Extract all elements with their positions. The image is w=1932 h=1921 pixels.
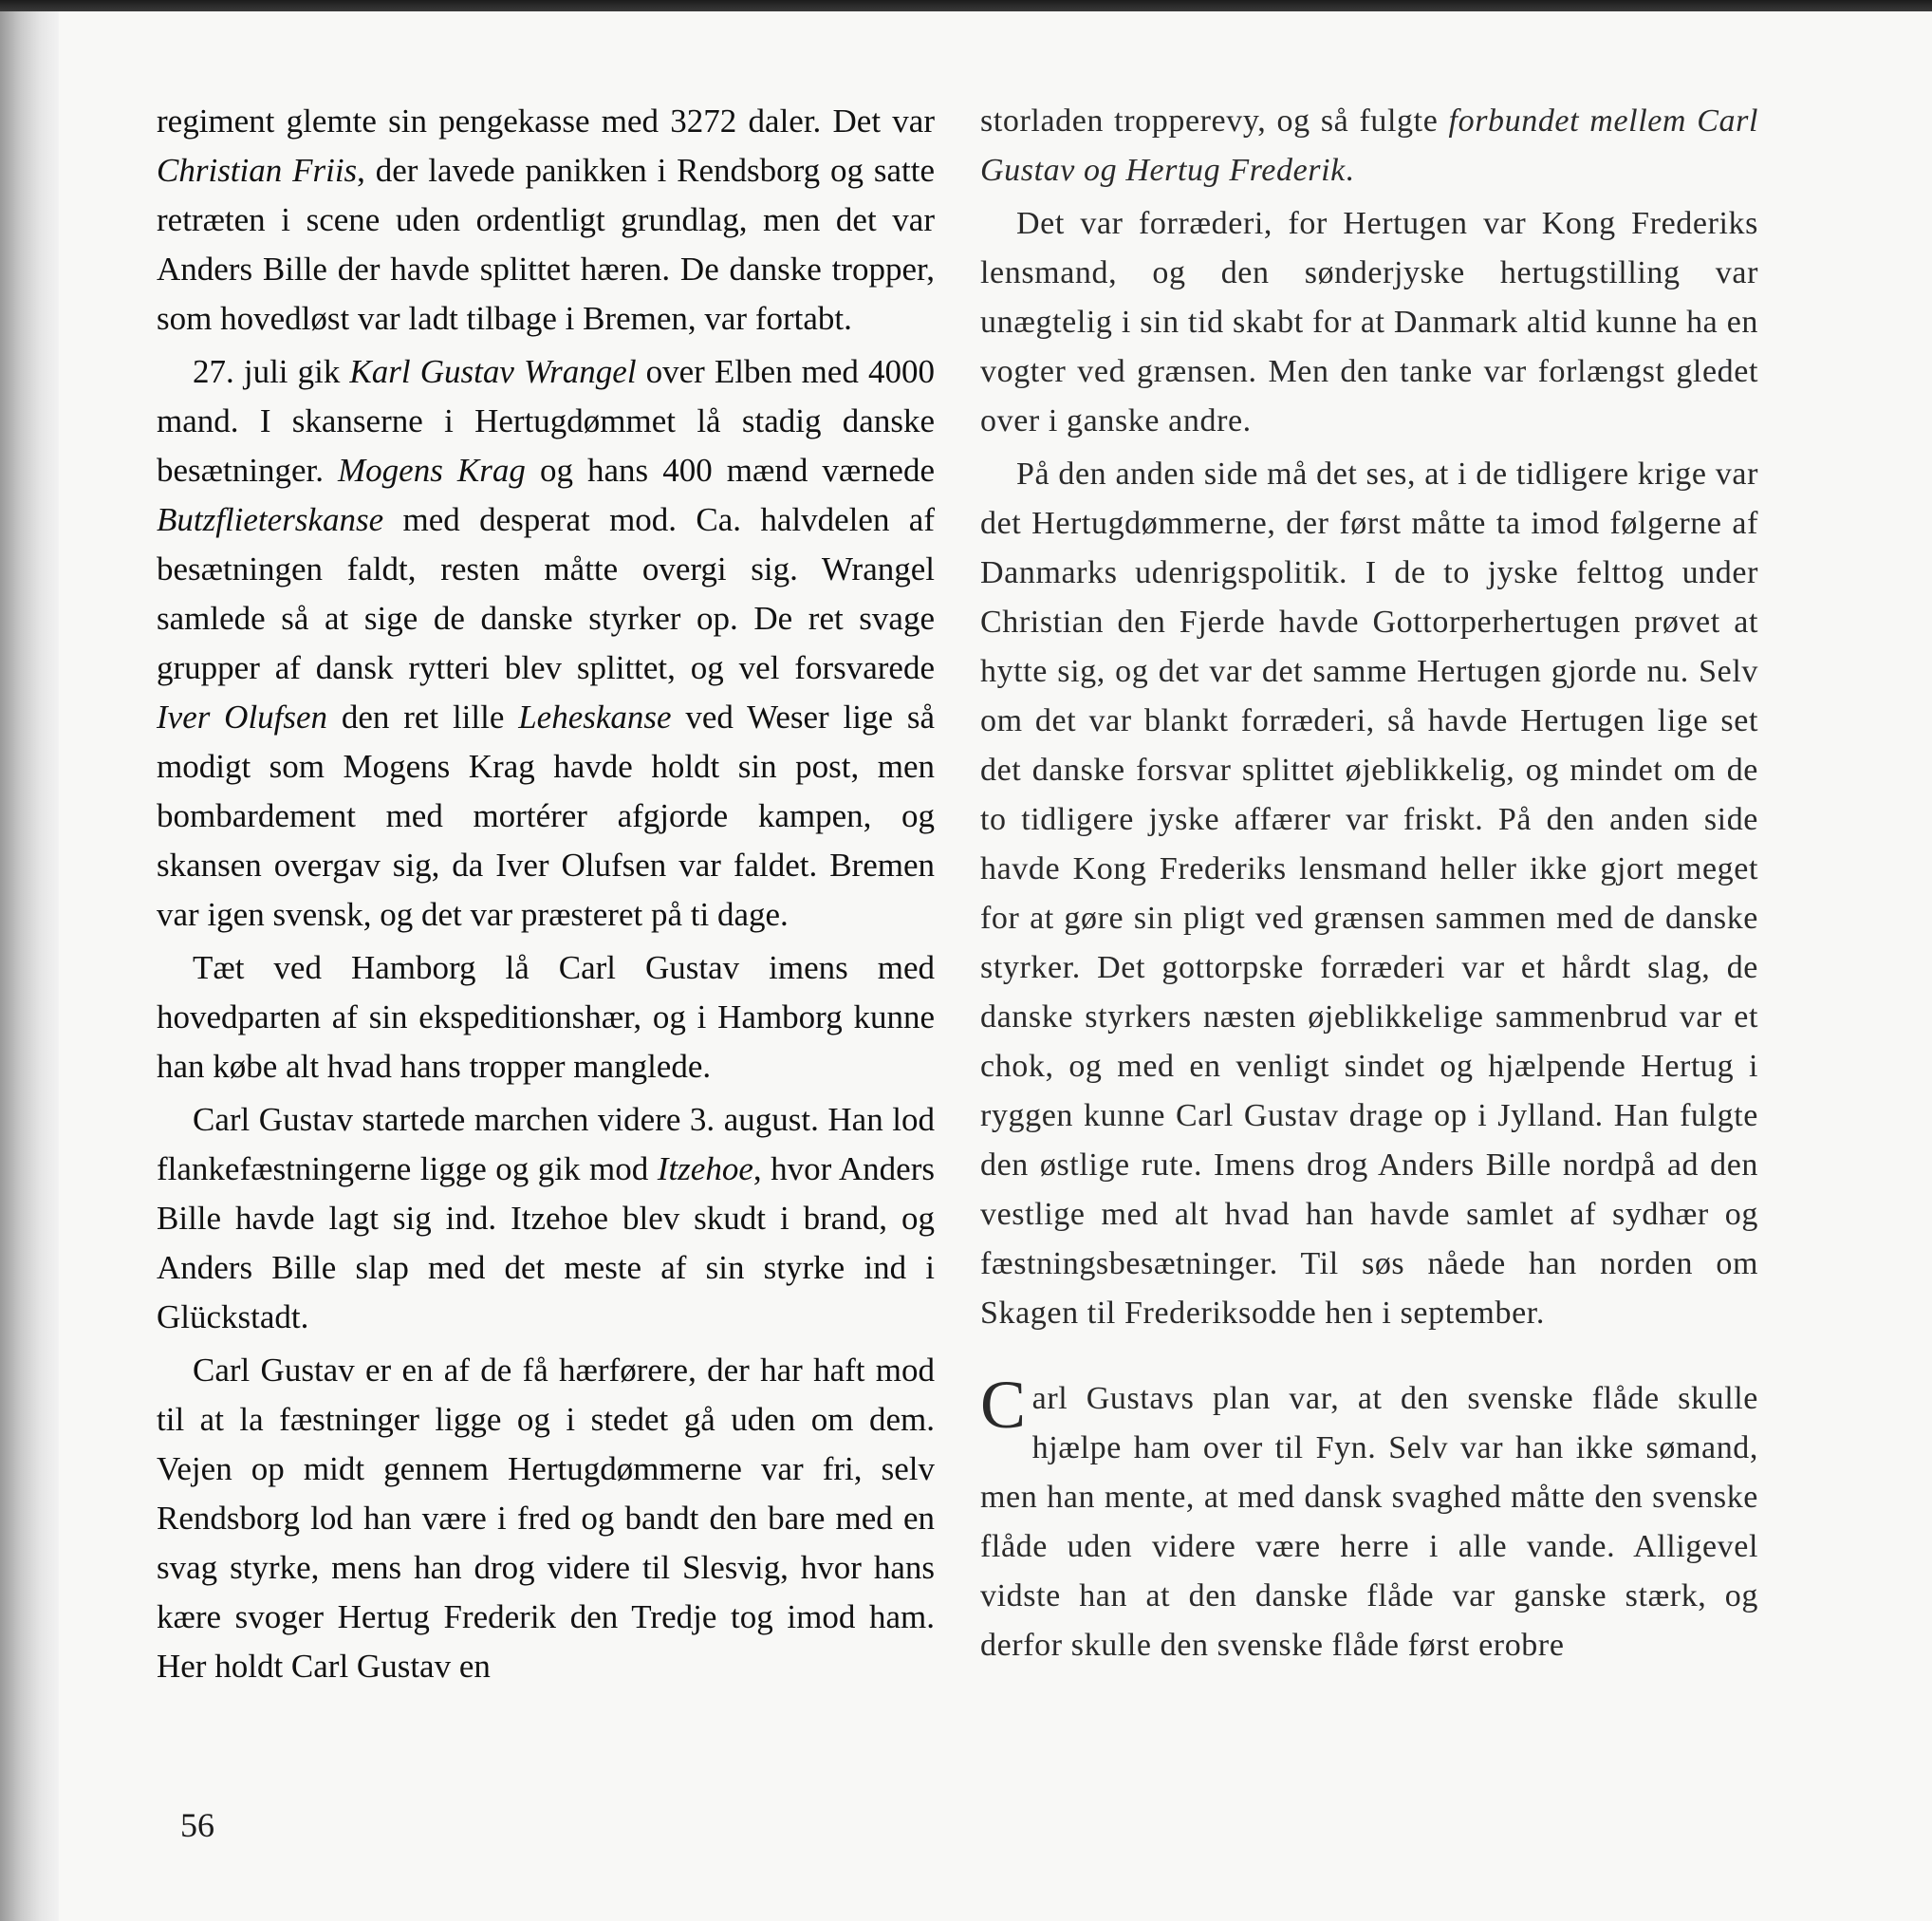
page-top-edge [0, 0, 1932, 11]
section-paragraph [980, 1367, 1758, 1670]
right-paragraphs [980, 97, 1758, 1338]
left-paragraph [157, 1095, 935, 1342]
text-run: . [1345, 153, 1354, 188]
italic-name: Itzehoe [657, 1150, 753, 1187]
section-text: arl Gustavs plan var, at den svenske flåde skulle hjælpe ham over til Fyn. Selv var han ikke sømand, men han mente, at med dansk svaghed måtte den svenske flåde uden videre være herre i alle vande. Alligevel vidste han at den danske flåde var ganske stærk, og derfor skulle den svenske flåde først erobre [980, 1381, 1758, 1663]
text-run: På den anden side må det ses, at i de tidligere krige var det Hertugdømmerne, der først måtte ta imod følgerne af Danmarks udenrigspolitik. I de to jyske felttog under Christian den Fjerde havde Gottorperhertugen prøvet at hytte sig, og det var det samme Hertugen gjorde nu. Selv om det var blankt forræderi, så havde Hertugen lige set det danske forsvar splittet øjeblikkelig, og mindet om de to tidligere jyske affærer var friskt. På den anden side havde Kong Frederiks lensmand heller ikke gjort meget for at gøre sin pligt ved grænsen sammen med de danske styrker. Det gottorpske forræderi var et hårdt slag, de danske styrkers næsten øjeblikkelige sammenbrud var et chok, og med en venligt sindet og hjælpende Hertug i ryggen kunne Carl Gustav drage op i Jylland. Han fulgte den østlige rute. Imens drog Anders Bille nordpå ad den vestlige med alt hvad han havde samlet af sydhær og fæstningsbesætninger. Til søs nåede han norden om Skagen til Frederiksodde hen i september. [980, 457, 1758, 1331]
right-paragraph [980, 450, 1758, 1338]
left-paragraph [157, 943, 935, 1091]
italic-name: Butzflieterskanse [157, 501, 384, 538]
drop-cap: C [980, 1367, 1027, 1443]
right-paragraph [980, 97, 1758, 196]
book-gutter [0, 11, 59, 1921]
text-run: Det var forræderi, for Hertugen var Kong Frederiks lensmand, og den sønderjyske hertugstilling var unægtelig i sin tid skabt for at Danmark altid kunne ha en vogter ved grænsen. Men den tanke var forlængst gledet over i ganske andre. [980, 206, 1758, 438]
text-run: , hvor Anders Bille havde lagt sig ind. Itzehoe blev skudt i brand, og Anders Bille slap med det meste af sin styrke ind i Glückstadt. [157, 1150, 935, 1335]
text-run: , der lavede panikken i Rendsborg og satte retræten i scene uden ordentligt grundlag, men det var Anders Bille der havde splittet hæren. De danske tropper, som hovedløst var ladt tilbage i Bremen, var fortabt. [157, 152, 935, 337]
right-paragraph [980, 199, 1758, 446]
left-paragraph [157, 97, 935, 344]
italic-name: forbundet mellem Carl Gustav og Hertug Frederik [980, 103, 1758, 188]
text-run: Carl Gustav startede marchen videre 3. august. Han lod flankefæstningerne ligge og gik mod [157, 1101, 935, 1187]
left-paragraph [157, 347, 935, 940]
text-run: og hans 400 mænd værnede [525, 452, 935, 489]
text-run: Tæt ved Hamborg lå Carl Gustav imens med hovedparten af sin ekspeditionshær, og i Hamborg kunne han købe alt hvad hans tropper manglede. [157, 949, 935, 1085]
text-run: ved Weser lige så modigt som Mogens Krag havde holdt sin post, men bombardement med mortérer afgjorde kampen, og skansen overgav sig, da Iver Olufsen var faldet. Bremen var igen svensk, og det var præsteret på ti dage. [157, 699, 935, 933]
text-run: den ret lille [327, 699, 519, 736]
text-run: storladen tropperevy, og så fulgte [980, 103, 1449, 139]
italic-name: Christian Friis [157, 152, 358, 189]
italic-name: Iver Olufsen [157, 699, 328, 736]
text-run: med desperat mod. Ca. halvdelen af besætningen faldt, resten måtte overgi sig. Wrangel samlede så at sige de danske styrker op. De ret svage grupper af dansk rytteri blev splittet, og vel forsvarede [157, 501, 935, 686]
italic-name: Leheskanse [518, 699, 672, 736]
italic-name: Mogens Krag [338, 452, 526, 489]
text-run: Carl Gustav er en af de få hærførere, der har haft mod til at la fæstninger ligge og i stedet gå uden om dem. Vejen op midt gennem Hertugdømmerne var fri, selv Rendsborg lod han være i fred og bandt den bare med en svag styrke, mens han drog videre til Slesvig, hvor hans kære svoger Hertug Frederik den Tredje tog imod ham. Her holdt Carl Gustav en [157, 1352, 935, 1685]
book-page [59, 11, 1932, 1921]
right-text-column [980, 97, 1758, 1670]
text-run: 27. juli gik [193, 353, 350, 390]
left-paragraph [157, 1346, 935, 1691]
left-text-column [157, 97, 935, 1691]
page-number: 56 [180, 1806, 214, 1844]
italic-name: Karl Gustav Wrangel [349, 353, 637, 390]
text-run: regiment glemte sin pengekasse med 3272 daler. Det var [157, 103, 935, 140]
text-run: over Elben med 4000 mand. I skanserne i Hertugdømmet lå stadig danske besætninger. [157, 353, 936, 489]
